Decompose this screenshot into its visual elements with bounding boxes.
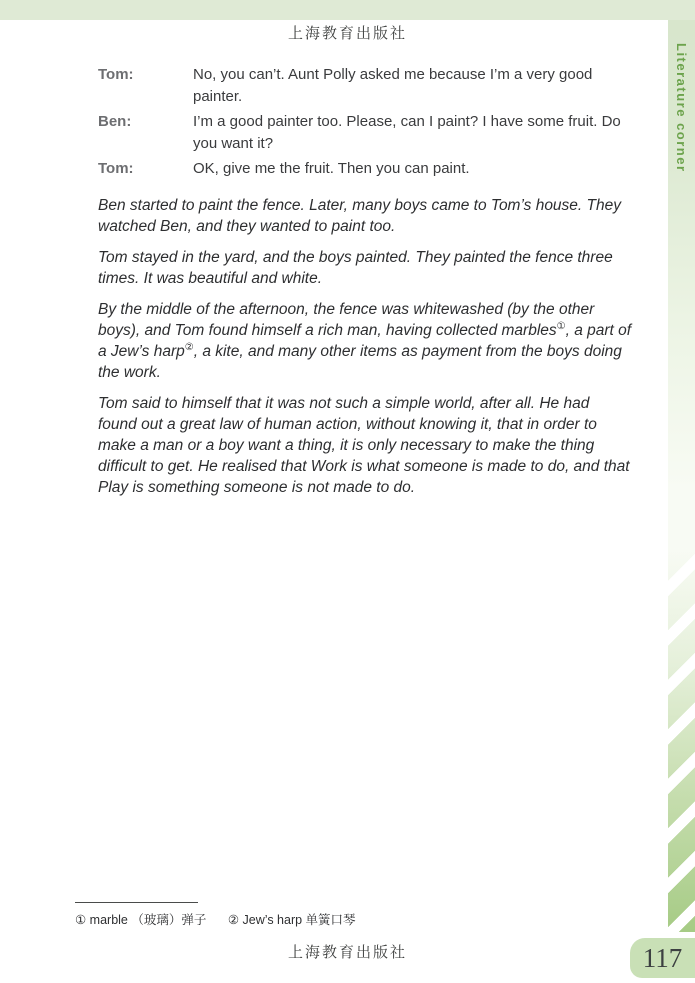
footnote-marker-2: ②: [184, 341, 194, 353]
dialogue-text: I’m a good painter too. Please, can I paint? I have some fruit. Do you want it?: [193, 113, 621, 152]
dialogue-row: [98, 111, 632, 155]
sidebar-stripe-pattern: [668, 547, 695, 932]
publisher-header: 上海教育出版社: [287, 24, 407, 42]
narrative-paragraph: [98, 299, 632, 383]
dialogue-text: OK, give me the fruit. Then you can paint.: [193, 160, 470, 177]
narrative-paragraph: Tom stayed in the yard, and the boys painted. They painted the fence three times. It was beautiful and white.: [98, 249, 613, 287]
page-number-badge: [630, 938, 695, 978]
paragraph-segment: By the middle of the afternoon, the fence was whitewashed (by the other boys), and Tom found himself a rich man, having collected marbles: [98, 301, 595, 339]
footnote-divider: [75, 902, 198, 903]
dialogue-text: No, you can’t. Aunt Polly asked me because I’m a very good painter.: [193, 66, 593, 105]
footnote-item: ② Jew’s harp 单簧口琴: [227, 913, 356, 927]
speaker-label: Tom:: [98, 66, 134, 83]
paragraph-segment: , a part of a Jew’s harp: [98, 322, 632, 360]
speaker-label: Ben:: [98, 113, 132, 130]
sidebar-section-label: Literature corner: [674, 43, 689, 173]
page-number: 117: [642, 942, 683, 973]
dialogue-row: [98, 158, 632, 180]
speaker-label: Tom:: [98, 160, 134, 177]
footnote-marker-1: ①: [556, 320, 566, 332]
dialogue-row: [98, 64, 632, 108]
literature-corner-sidebar: [668, 20, 695, 932]
footnote-item: ① marble （玻璃）弹子: [75, 913, 207, 927]
footnote: [75, 910, 635, 928]
paragraph-segment: , a kite, and many other items as payment from the boys doing the work.: [98, 343, 622, 381]
narrative-paragraph: Ben started to paint the fence. Later, many boys came to Tom’s house. They watched Ben, and they wanted to paint too.: [98, 197, 621, 235]
main-text-column: [98, 64, 632, 498]
narrative-paragraph: Tom said to himself that it was not such a simple world, after all. He had found out a great law of human action, without knowing it, that in order to make a man or a boy want a thing, it is only necessary to make the thing difficult to get. He realised that Work is what someone is made to do, and that Play is something someone is not made to do.: [98, 395, 630, 496]
publisher-footer: 上海教育出版社: [287, 943, 407, 961]
top-decorative-band: [0, 0, 695, 20]
